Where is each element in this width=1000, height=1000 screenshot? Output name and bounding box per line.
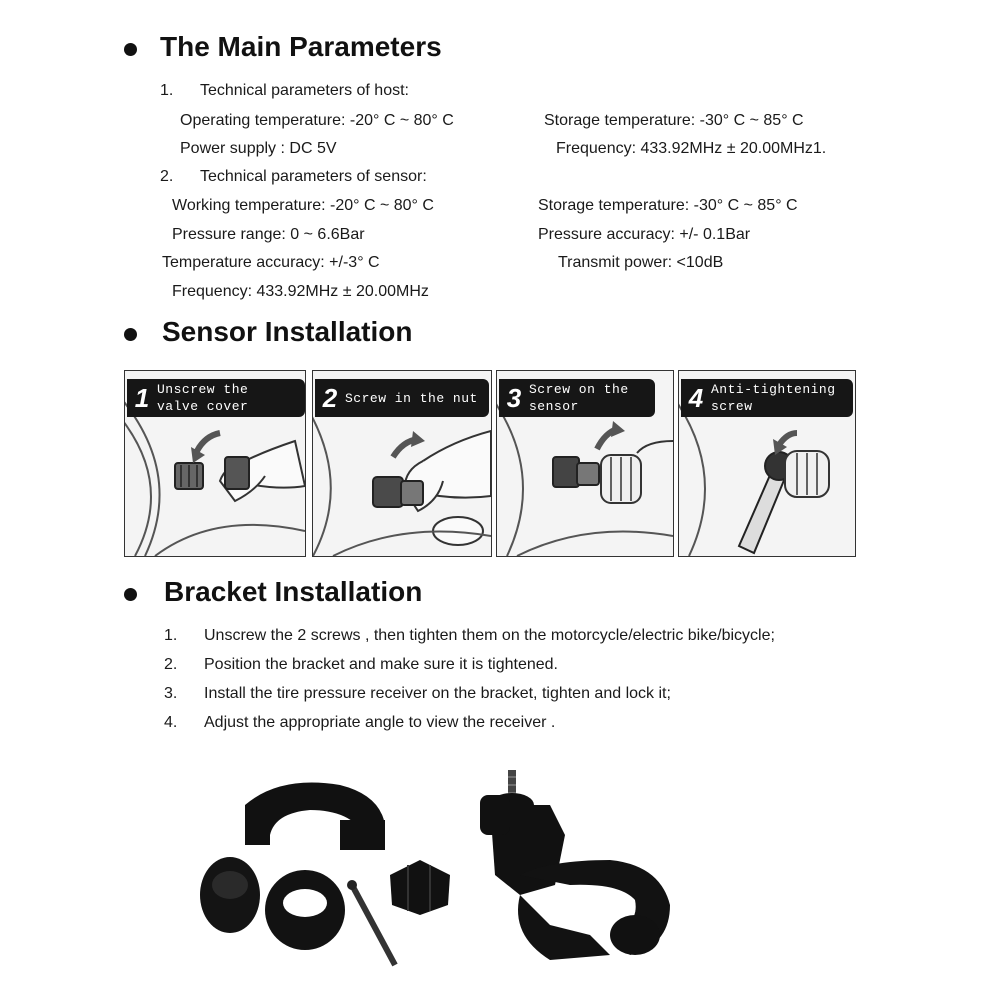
step-text: Unscrew the valve cover xyxy=(157,382,249,414)
list-item: Unscrew the 2 screws , then tighten them on the motorcycle/electric bike/bicycle; xyxy=(204,627,775,644)
host-operating-temperature: Operating temperature: -20° C ~ 80° C xyxy=(180,112,454,129)
step-number: 1 xyxy=(134,382,150,413)
sensor-transmit-power: Transmit power: <10dB xyxy=(558,254,724,271)
step-text: Anti-tightening screw xyxy=(711,382,836,414)
list-item-number: 2. xyxy=(164,656,178,673)
list-item: Install the tire pressure receiver on the bracket, tighten and lock it; xyxy=(204,685,671,702)
host-heading: Technical parameters of host: xyxy=(200,82,409,99)
step-2-panel xyxy=(312,370,492,557)
sensor-temperature-accuracy: Temperature accuracy: +/-3° C xyxy=(162,254,380,271)
step-2-label xyxy=(315,379,489,417)
step-4-panel xyxy=(678,370,856,557)
list-item: Adjust the appropriate angle to view the receiver . xyxy=(204,714,556,731)
list-item-number: 3. xyxy=(164,685,178,702)
host-frequency: Frequency: 433.92MHz ± 20.00MHz1. xyxy=(556,140,827,157)
sensor-heading-number: 2. xyxy=(160,168,174,185)
step-1-label xyxy=(127,379,305,417)
sensor-pressure-accuracy: Pressure accuracy: +/- 0.1Bar xyxy=(538,226,751,243)
bracket-parts-photo xyxy=(190,765,710,995)
step-3-panel xyxy=(496,370,674,557)
step-1-panel xyxy=(124,370,306,557)
sensor-working-temperature: Working temperature: -20° C ~ 80° C xyxy=(172,197,434,214)
sensor-storage-temperature: Storage temperature: -30° C ~ 85° C xyxy=(538,197,798,214)
main-parameters-title: The Main Parameters xyxy=(160,31,442,62)
list-item-number: 4. xyxy=(164,714,178,731)
host-heading-number: 1. xyxy=(160,82,174,99)
step-4-label xyxy=(681,379,853,417)
step-text: Screw on the sensor xyxy=(529,382,629,414)
sensor-heading: Technical parameters of sensor: xyxy=(200,168,427,185)
section-bullet xyxy=(124,328,137,341)
sensor-installation-title: Sensor Installation xyxy=(162,316,413,347)
step-text: Screw in the nut xyxy=(345,390,478,406)
step-number: 4 xyxy=(688,382,704,413)
list-item-number: 1. xyxy=(164,627,178,644)
bracket-installation-title: Bracket Installation xyxy=(164,576,423,607)
step-number: 3 xyxy=(506,382,522,413)
step-number: 2 xyxy=(322,382,338,413)
host-power-supply: Power supply : DC 5V xyxy=(180,140,337,157)
sensor-pressure-range: Pressure range: 0 ~ 6.6Bar xyxy=(172,226,365,243)
section-bullet xyxy=(124,588,137,601)
host-storage-temperature: Storage temperature: -30° C ~ 85° C xyxy=(544,112,804,129)
list-item: Position the bracket and make sure it is tightened. xyxy=(204,656,558,673)
step-3-label xyxy=(499,379,655,417)
sensor-frequency: Frequency: 433.92MHz ± 20.00MHz xyxy=(172,283,429,300)
section-bullet xyxy=(124,43,137,56)
